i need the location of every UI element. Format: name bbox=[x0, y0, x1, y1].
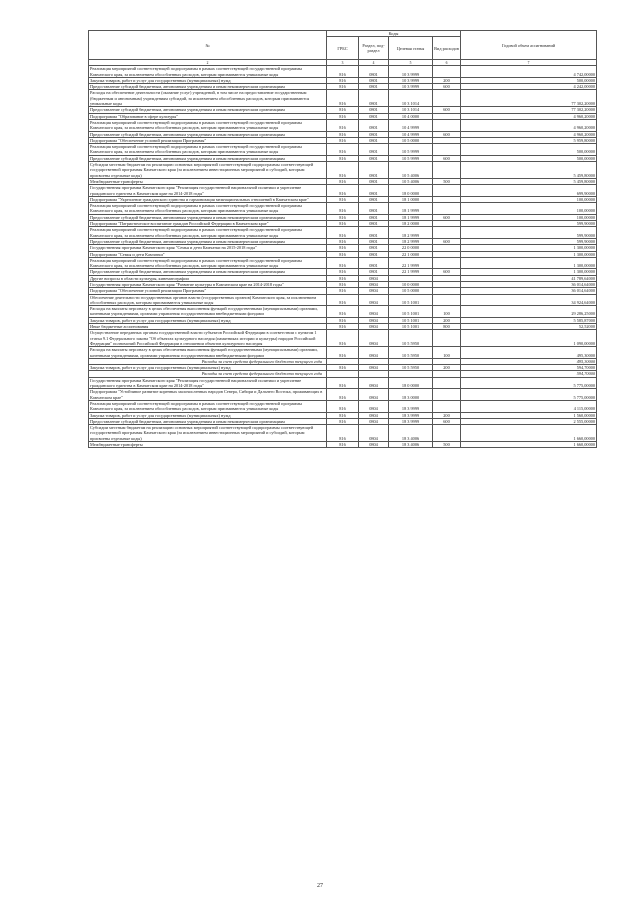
row-razdel-cell: 0801 bbox=[359, 238, 389, 244]
row-razdel-cell: 0801 bbox=[359, 107, 389, 113]
row-razdel-cell: 0804 bbox=[359, 400, 389, 412]
row-csr-cell: 10 3 9999 bbox=[389, 66, 433, 78]
row-csr-cell: 10 5 5950 bbox=[389, 365, 433, 371]
row-name-cell: Подпрограмма "Устойчивое развитие коренных малочисленных народов Севера, Сибири и Дальнего Востока, проживающих в Камчатском крае" bbox=[89, 389, 327, 401]
row-amount-cell: 4 115,00000 bbox=[461, 400, 597, 412]
header-grbs: ГРБС bbox=[327, 37, 359, 60]
row-name-cell: Расходы на выплаты персоналу в целях обеспечения выполнения функций государственными (муниципальными) органами, казенными учреждениями, органами управления государственными внебюджетными фондами bbox=[89, 347, 327, 359]
row-amount-cell: 699,90000 bbox=[461, 185, 597, 197]
row-vr-cell: 200 bbox=[433, 77, 461, 83]
row-amount-cell: 41 789,64000 bbox=[461, 275, 597, 281]
table-row bbox=[89, 90, 597, 107]
row-csr-cell: 10 5 9999 bbox=[389, 155, 433, 161]
row-name-cell: Обеспечение деятельности государственных органов власти (государственных органов) Камчатского края, за исключением обособленных расходов, которым присваиваются уникальные коды bbox=[89, 294, 327, 306]
row-csr-cell: 18 3 4006 bbox=[389, 425, 433, 442]
row-csr-cell: 10 5 4006 bbox=[389, 178, 433, 184]
row-amount-cell: 599,90000 bbox=[461, 227, 597, 239]
row-csr-cell: 22 1 0000 bbox=[389, 251, 433, 257]
row-razdel-cell: 0801 bbox=[359, 251, 389, 257]
row-vr-cell: 600 bbox=[433, 238, 461, 244]
row-vr-cell: 100 bbox=[433, 306, 461, 318]
row-vr-cell bbox=[433, 425, 461, 442]
row-csr-cell: 18 1 9999 bbox=[389, 203, 433, 215]
row-grbs-cell: 816 bbox=[327, 155, 359, 161]
row-vr-cell: 600 bbox=[433, 269, 461, 275]
row-vr-cell: 200 bbox=[433, 365, 461, 371]
row-grbs-cell: 816 bbox=[327, 294, 359, 306]
row-vr-cell bbox=[433, 119, 461, 131]
row-name-cell: Государственная программа Камчатского края "Реализация государственной национальной политики и укрепление гражданского единства в Камчатском крае на 2014-2018 годы" bbox=[89, 377, 327, 389]
row-amount-cell: 5 775,00000 bbox=[461, 377, 597, 389]
row-razdel-cell: 0801 bbox=[359, 196, 389, 202]
row-name-cell: Реализация мероприятий соответствующей подпрограммы в рамках соответствующей государственной программы Камчатского края, за исключением обособленных расходов, которым присваиваются уникальные коды bbox=[89, 257, 327, 269]
row-amount-cell: 1 560,00000 bbox=[461, 412, 597, 418]
row-grbs-cell: 816 bbox=[327, 178, 359, 184]
row-amount-cell: 1 300,00000 bbox=[461, 269, 597, 275]
table-row bbox=[89, 425, 597, 442]
row-name-cell: Расходы на обеспечение деятельности (оказание услуг) учреждений, в том числе на предоставление государственным (бюджетным и автономным) учреждениям субсидий, за исключением обособленных расходов, которым присваиваются уникальные коды bbox=[89, 90, 327, 107]
row-amount-cell: 495,30000 bbox=[461, 347, 597, 359]
row-razdel-cell: 0804 bbox=[359, 275, 389, 281]
row-vr-cell: 200 bbox=[433, 317, 461, 323]
row-name-cell: Реализация мероприятий соответствующей подпрограммы в рамках соответствующей государственной программы Камчатского края, за исключением обособленных расходов, которым присваиваются уникальные коды bbox=[89, 227, 327, 239]
row-razdel-cell: 0801 bbox=[359, 214, 389, 220]
row-grbs-cell: 816 bbox=[327, 214, 359, 220]
row-name-cell: Закупка товаров, работ и услуг для государственных (муниципальных) нужд bbox=[89, 365, 327, 371]
row-amount-cell: 500,00000 bbox=[461, 155, 597, 161]
row-amount-cell: 500,00000 bbox=[461, 77, 597, 83]
row-name-cell: Государственная программа Камчатского края "Реализация государственной национальной политики и укрепление гражданского единства в Камчатском крае на 2014-2018 годы" bbox=[89, 185, 327, 197]
row-razdel-cell: 0801 bbox=[359, 113, 389, 119]
row-vr-cell: 100 bbox=[433, 347, 461, 359]
table-row bbox=[89, 185, 597, 197]
row-csr-cell: 18 1 0000 bbox=[389, 196, 433, 202]
row-csr-cell: 18 3 0000 bbox=[389, 389, 433, 401]
row-razdel-cell: 0801 bbox=[359, 84, 389, 90]
row-grbs-cell: 816 bbox=[327, 442, 359, 448]
row-amount-cell: 5 959,80000 bbox=[461, 137, 597, 143]
row-amount-cell: 500,00000 bbox=[461, 144, 597, 156]
row-amount-cell: 100,00000 bbox=[461, 203, 597, 215]
row-razdel-cell: 0801 bbox=[359, 144, 389, 156]
row-amount-cell: 5 585,87000 bbox=[461, 317, 597, 323]
column-number: 3 bbox=[327, 60, 359, 66]
row-razdel-cell: 0801 bbox=[359, 162, 389, 179]
budget-table bbox=[88, 30, 597, 448]
row-name-cell: Предоставление субсидий бюджетным, автономным учреждениям и иным некоммерческим организациям bbox=[89, 155, 327, 161]
row-amount-cell: 495,30000 bbox=[461, 358, 597, 364]
row-razdel-cell: 0801 bbox=[359, 245, 389, 251]
column-number: 5 bbox=[389, 60, 433, 66]
row-vr-cell bbox=[433, 294, 461, 306]
row-vr-cell: 600 bbox=[433, 418, 461, 424]
row-grbs-cell: 816 bbox=[327, 245, 359, 251]
table-header bbox=[89, 31, 597, 66]
row-name-cell: Реализация мероприятий соответствующей подпрограммы в рамках соответствующей государственной программы Камчатского края, за исключением обособленных расходов, которым присваиваются уникальные коды bbox=[89, 119, 327, 131]
row-grbs-cell: 816 bbox=[327, 377, 359, 389]
row-name-cell: Иные бюджетные ассигнования bbox=[89, 324, 327, 330]
row-grbs-cell: 816 bbox=[327, 330, 359, 347]
row-csr-cell: 10 5 9999 bbox=[389, 144, 433, 156]
row-grbs-cell: 816 bbox=[327, 221, 359, 227]
row-razdel-cell: 0804 bbox=[359, 330, 389, 347]
row-vr-cell: 600 bbox=[433, 131, 461, 137]
row-grbs-cell: 816 bbox=[327, 269, 359, 275]
row-vr-cell bbox=[433, 377, 461, 389]
row-grbs-cell: 816 bbox=[327, 238, 359, 244]
row-name-cell: Расходы на выплаты персоналу в целях обеспечения выполнения функций государственными (муниципальными) органами, казенными учреждениями, органами управления государственными внебюджетными фондами bbox=[89, 306, 327, 318]
column-number: 7 bbox=[461, 60, 597, 66]
row-csr-cell: 18 3 4006 bbox=[389, 442, 433, 448]
row-vr-cell bbox=[433, 227, 461, 239]
row-csr-cell: 10 5 1001 bbox=[389, 324, 433, 330]
row-name-cell: Предоставление субсидий бюджетным, автономным учреждениям и иным некоммерческим организациям bbox=[89, 214, 327, 220]
table-row bbox=[89, 66, 597, 78]
row-name-cell: Подпрограмма "Укрепление гражданского единства и гармонизация межнациональных отношений в Камчатском крае" bbox=[89, 196, 327, 202]
row-grbs-cell: 816 bbox=[327, 137, 359, 143]
row-grbs-cell: 816 bbox=[327, 203, 359, 215]
row-name-cell: Расходы за счет средств федерального бюджета текущего года bbox=[89, 371, 327, 377]
row-amount-cell: 5 775,00000 bbox=[461, 389, 597, 401]
table-row bbox=[89, 389, 597, 401]
row-csr-cell: 18 2 0000 bbox=[389, 221, 433, 227]
row-razdel-cell: 0804 bbox=[359, 412, 389, 418]
row-vr-cell bbox=[433, 330, 461, 347]
row-grbs-cell: 816 bbox=[327, 317, 359, 323]
row-csr-cell: 22 1 9999 bbox=[389, 257, 433, 269]
row-grbs-cell: 816 bbox=[327, 196, 359, 202]
row-amount-cell: 599,90000 bbox=[461, 238, 597, 244]
table-row bbox=[89, 203, 597, 215]
row-name-cell: Реализация мероприятий соответствующей подпрограммы в рамках соответствующей государственной программы Камчатского края, за исключением обособленных расходов, которым присваиваются уникальные коды bbox=[89, 203, 327, 215]
table-row bbox=[89, 330, 597, 347]
row-amount-cell: 100,00000 bbox=[461, 196, 597, 202]
row-vr-cell bbox=[433, 257, 461, 269]
row-razdel-cell: 0804 bbox=[359, 425, 389, 442]
row-amount-cell: 36 014,64000 bbox=[461, 281, 597, 287]
row-amount-cell: 77 302,20000 bbox=[461, 90, 597, 107]
row-amount-cell: 4 960,20000 bbox=[461, 119, 597, 131]
row-amount-cell: 1 660,00000 bbox=[461, 442, 597, 448]
row-vr-cell bbox=[433, 162, 461, 179]
row-amount-cell: 29 286,25000 bbox=[461, 306, 597, 318]
row-vr-cell bbox=[433, 185, 461, 197]
row-csr-cell: 10 5 1001 bbox=[389, 306, 433, 318]
table-row bbox=[89, 400, 597, 412]
row-name-cell: Подпрограмма "Образование в сфере культуры" bbox=[89, 113, 327, 119]
header-csr: Целевая статья bbox=[389, 37, 433, 60]
row-grbs-cell: 816 bbox=[327, 84, 359, 90]
row-vr-cell: 600 bbox=[433, 107, 461, 113]
row-name-cell: Подпрограмма "Семья и дети Камчатки" bbox=[89, 251, 327, 257]
row-grbs-cell: 816 bbox=[327, 162, 359, 179]
row-grbs-cell: 816 bbox=[327, 389, 359, 401]
row-grbs-cell: 816 bbox=[327, 288, 359, 294]
row-grbs-cell: 816 bbox=[327, 131, 359, 137]
row-amount-cell: 36 014,64000 bbox=[461, 288, 597, 294]
header-codes: Коды bbox=[327, 31, 461, 37]
row-csr-cell: 18 3 9999 bbox=[389, 400, 433, 412]
row-name-cell: Расходы за счет средств федерального бюджета текущего года bbox=[89, 358, 327, 364]
row-grbs-cell: 816 bbox=[327, 185, 359, 197]
row-csr-cell: 10 3 1014 bbox=[389, 107, 433, 113]
row-razdel-cell: 0804 bbox=[359, 365, 389, 371]
row-vr-cell bbox=[433, 90, 461, 107]
row-grbs-cell: 816 bbox=[327, 251, 359, 257]
row-grbs-cell: 816 bbox=[327, 425, 359, 442]
row-grbs-cell: 816 bbox=[327, 257, 359, 269]
row-vr-cell: 200 bbox=[433, 412, 461, 418]
row-grbs-cell: 816 bbox=[327, 347, 359, 359]
row-grbs-cell: 816 bbox=[327, 90, 359, 107]
row-csr-cell: 10 3 1014 bbox=[389, 90, 433, 107]
row-grbs-cell: 816 bbox=[327, 400, 359, 412]
row-name-cell: Предоставление субсидий бюджетным, автономным учреждениям и иным некоммерческим организациям bbox=[89, 238, 327, 244]
row-grbs-cell: 816 bbox=[327, 107, 359, 113]
row-csr-cell: 22 1 9999 bbox=[389, 269, 433, 275]
row-razdel-cell: 0804 bbox=[359, 306, 389, 318]
row-name-cell: Закупка товаров, работ и услуг для государственных (муниципальных) нужд bbox=[89, 317, 327, 323]
row-razdel-cell: 0801 bbox=[359, 119, 389, 131]
row-grbs-cell: 816 bbox=[327, 306, 359, 318]
row-csr-cell: 10 5 1001 bbox=[389, 317, 433, 323]
header-razdel: Раздел, под-раздел bbox=[359, 37, 389, 60]
row-vr-cell: 600 bbox=[433, 155, 461, 161]
row-csr-cell: 22 0 0000 bbox=[389, 245, 433, 251]
table-row bbox=[89, 257, 597, 269]
row-name-cell: Предоставление субсидий бюджетным, автономным учреждениям и иным некоммерческим организациям bbox=[89, 131, 327, 137]
row-razdel-cell: 0804 bbox=[359, 377, 389, 389]
column-number: 2 bbox=[89, 60, 327, 66]
row-razdel-cell: 0801 bbox=[359, 257, 389, 269]
row-name-cell: Закупка товаров, работ и услуг для государственных (муниципальных) нужд bbox=[89, 77, 327, 83]
row-razdel-cell: 0804 bbox=[359, 281, 389, 287]
row-amount-cell: 52,52000 bbox=[461, 324, 597, 330]
row-csr-cell: 10 0 0000 bbox=[389, 281, 433, 287]
table-row bbox=[89, 227, 597, 239]
row-vr-cell bbox=[433, 144, 461, 156]
row-amount-cell: 77 302,20000 bbox=[461, 107, 597, 113]
row-razdel-cell: 0801 bbox=[359, 203, 389, 215]
header-index: № bbox=[89, 31, 327, 60]
row-grbs-cell: 816 bbox=[327, 119, 359, 131]
row-csr-cell: 10 4 9999 bbox=[389, 131, 433, 137]
table-row bbox=[89, 347, 597, 359]
table-row bbox=[89, 294, 597, 306]
row-amount-cell: 4 242,00000 bbox=[461, 84, 597, 90]
row-csr-cell: 18 0 0000 bbox=[389, 377, 433, 389]
header-vr: Вид расходов bbox=[433, 37, 461, 60]
table-row bbox=[89, 119, 597, 131]
row-razdel-cell: 0804 bbox=[359, 324, 389, 330]
row-name-cell: Субсидии местным бюджетам на реализацию основных мероприятий соответствующей подпрограммы соответствующей государственной программы Камчатского края (за исключением инвестиционных мероприятий и субсидий, которым присвоены отдельные коды) bbox=[89, 162, 327, 179]
row-csr-cell: 10 3 9999 bbox=[389, 77, 433, 83]
table-body bbox=[89, 66, 597, 448]
row-vr-cell: 500 bbox=[433, 178, 461, 184]
row-amount-cell: 4 742,00000 bbox=[461, 66, 597, 78]
row-grbs-cell: 816 bbox=[327, 227, 359, 239]
row-csr-cell: 18 3 9999 bbox=[389, 412, 433, 418]
row-name-cell: Реализация мероприятий соответствующей подпрограммы в рамках соответствующей государственной программы Камчатского края, за исключением обособленных расходов, которым присваиваются уникальные коды bbox=[89, 66, 327, 78]
row-razdel-cell: 0804 bbox=[359, 317, 389, 323]
row-vr-cell bbox=[433, 203, 461, 215]
column-number: 6 bbox=[433, 60, 461, 66]
row-razdel-cell: 0804 bbox=[359, 288, 389, 294]
row-grbs-cell: 816 bbox=[327, 418, 359, 424]
row-vr-cell: 800 bbox=[433, 324, 461, 330]
row-razdel-cell: 0801 bbox=[359, 131, 389, 137]
row-razdel-cell: 0801 bbox=[359, 90, 389, 107]
row-csr-cell: 18 1 9999 bbox=[389, 214, 433, 220]
row-vr-cell bbox=[433, 389, 461, 401]
row-amount-cell: 100,00000 bbox=[461, 214, 597, 220]
row-vr-cell bbox=[433, 400, 461, 412]
row-name-cell: Подпрограмма "Обеспечение условий реализации Программы" bbox=[89, 137, 327, 143]
row-name-cell: Реализация мероприятий соответствующей подпрограммы в рамках соответствующей государственной программы Камчатского края, за исключением обособленных расходов, которым присваиваются уникальные коды bbox=[89, 144, 327, 156]
row-csr-cell: 18 3 9999 bbox=[389, 418, 433, 424]
row-csr-cell: 10 5 4006 bbox=[389, 162, 433, 179]
row-razdel-cell: 0801 bbox=[359, 66, 389, 78]
row-amount-cell: 594,70000 bbox=[461, 365, 597, 371]
row-name-cell: Межбюджетные трансферты bbox=[89, 178, 327, 184]
row-razdel-cell: 0801 bbox=[359, 227, 389, 239]
row-razdel-cell: 0801 bbox=[359, 77, 389, 83]
row-name-cell: Субсидии местным бюджетам на реализацию основных мероприятий соответствующей подпрограммы соответствующей государственной программы Камчатского края (за исключением инвестиционных мероприятий и субсидий, которым присвоены отдельные коды) bbox=[89, 425, 327, 442]
row-name-cell: Межбюджетные трансферты bbox=[89, 442, 327, 448]
row-amount-cell: 1 300,00000 bbox=[461, 257, 597, 269]
row-csr-cell: 10 4 0000 bbox=[389, 113, 433, 119]
row-razdel-cell: 0804 bbox=[359, 418, 389, 424]
row-csr-cell: 18 2 9999 bbox=[389, 227, 433, 239]
row-name-cell: Осуществление переданных органам государственной власти субъектов Российской Федерации в соответствии с пунктом 1 статьи 9.1 Федерального закона "Об объектах культурного наследия (памятниках истории и культуры) народов Российской Федерации" полномочий Российской Федерации в отношении объектов культурного наследия bbox=[89, 330, 327, 347]
header-amount: Годовой объем ассигнований bbox=[461, 31, 597, 60]
row-name-cell: Закупка товаров, работ и услуг для государственных (муниципальных) нужд bbox=[89, 412, 327, 418]
row-amount-cell: 599,90000 bbox=[461, 221, 597, 227]
row-csr-cell: 18 2 9999 bbox=[389, 238, 433, 244]
row-razdel-cell: 0804 bbox=[359, 442, 389, 448]
row-grbs-cell: 816 bbox=[327, 412, 359, 418]
row-razdel-cell: 0804 bbox=[359, 389, 389, 401]
row-amount-cell: 4 960,20000 bbox=[461, 113, 597, 119]
row-name-cell: Реализация мероприятий соответствующей подпрограммы в рамках соответствующей государственной программы Камчатского края, за исключением обособленных расходов, которым присваиваются уникальные коды bbox=[89, 400, 327, 412]
row-csr-cell: 10 5 0000 bbox=[389, 288, 433, 294]
row-grbs-cell: 816 bbox=[327, 281, 359, 287]
row-razdel-cell: 0801 bbox=[359, 137, 389, 143]
row-grbs-cell: 816 bbox=[327, 66, 359, 78]
row-name-cell: Государственная программа Камчатского края "Развитие культуры в Камчатском крае на 2014-2018 годы" bbox=[89, 281, 327, 287]
row-name-cell: Предоставление субсидий бюджетным, автономным учреждениям и иным некоммерческим организациям bbox=[89, 107, 327, 113]
row-name-cell: Предоставление субсидий бюджетным, автономным учреждениям и иным некоммерческим организациям bbox=[89, 418, 327, 424]
table-row bbox=[89, 442, 597, 448]
row-razdel-cell: 0804 bbox=[359, 347, 389, 359]
row-razdel-cell: 0801 bbox=[359, 185, 389, 197]
row-grbs-cell: 816 bbox=[327, 77, 359, 83]
row-amount-cell: 5 459,80000 bbox=[461, 178, 597, 184]
row-name-cell: Другие вопросы в области культуры, кинематографии bbox=[89, 275, 327, 281]
row-vr-cell bbox=[433, 66, 461, 78]
row-vr-cell: 600 bbox=[433, 84, 461, 90]
row-razdel-cell: 0801 bbox=[359, 155, 389, 161]
table-row bbox=[89, 144, 597, 156]
row-csr-cell: 10 3 9999 bbox=[389, 84, 433, 90]
row-vr-cell: 500 bbox=[433, 442, 461, 448]
row-grbs-cell: 816 bbox=[327, 324, 359, 330]
row-amount-cell: 2 555,00000 bbox=[461, 418, 597, 424]
table-row bbox=[89, 377, 597, 389]
row-name-cell: Предоставление субсидий бюджетным, автономным учреждениям и иным некоммерческим организациям bbox=[89, 269, 327, 275]
row-amount-cell: 34 924,64000 bbox=[461, 294, 597, 306]
row-amount-cell: 5 459,80000 bbox=[461, 162, 597, 179]
page-number: 27 bbox=[317, 883, 323, 889]
row-razdel-cell: 0801 bbox=[359, 269, 389, 275]
row-grbs-cell: 816 bbox=[327, 275, 359, 281]
row-csr-cell: 10 4 9999 bbox=[389, 119, 433, 131]
row-name-cell: Подпрограмма "Патриотическое воспитание граждан Российской Федерации в Камчатском крае" bbox=[89, 221, 327, 227]
row-csr-cell: 10 5 5950 bbox=[389, 347, 433, 359]
row-csr-cell: 18 0 0000 bbox=[389, 185, 433, 197]
row-name-cell: Подпрограмма "Обеспечение условий реализации Программы" bbox=[89, 288, 327, 294]
row-csr-cell: 10 5 1001 bbox=[389, 294, 433, 306]
row-amount-cell: 594,70000 bbox=[461, 371, 597, 377]
row-amount-cell: 1 300,00000 bbox=[461, 251, 597, 257]
row-name-cell: Государственная программа Камчатского края "Семья и дети Камчатки на 2015-2018 годы" bbox=[89, 245, 327, 251]
row-razdel-cell: 0804 bbox=[359, 294, 389, 306]
row-amount-cell: 4 960,20000 bbox=[461, 131, 597, 137]
row-razdel-cell: 0801 bbox=[359, 221, 389, 227]
row-grbs-cell: 816 bbox=[327, 144, 359, 156]
row-name-cell: Предоставление субсидий бюджетным, автономным учреждениям и иным некоммерческим организациям bbox=[89, 84, 327, 90]
row-amount-cell: 1 300,00000 bbox=[461, 245, 597, 251]
row-razdel-cell: 0801 bbox=[359, 178, 389, 184]
row-csr-cell: 10 5 5950 bbox=[389, 330, 433, 347]
table-row bbox=[89, 162, 597, 179]
column-number: 4 bbox=[359, 60, 389, 66]
row-csr-cell: 10 5 0000 bbox=[389, 137, 433, 143]
row-grbs-cell: 816 bbox=[327, 365, 359, 371]
table-row bbox=[89, 306, 597, 318]
row-vr-cell: 600 bbox=[433, 214, 461, 220]
row-amount-cell: 1 660,00000 bbox=[461, 425, 597, 442]
row-amount-cell: 1 090,00000 bbox=[461, 330, 597, 347]
row-grbs-cell: 816 bbox=[327, 113, 359, 119]
